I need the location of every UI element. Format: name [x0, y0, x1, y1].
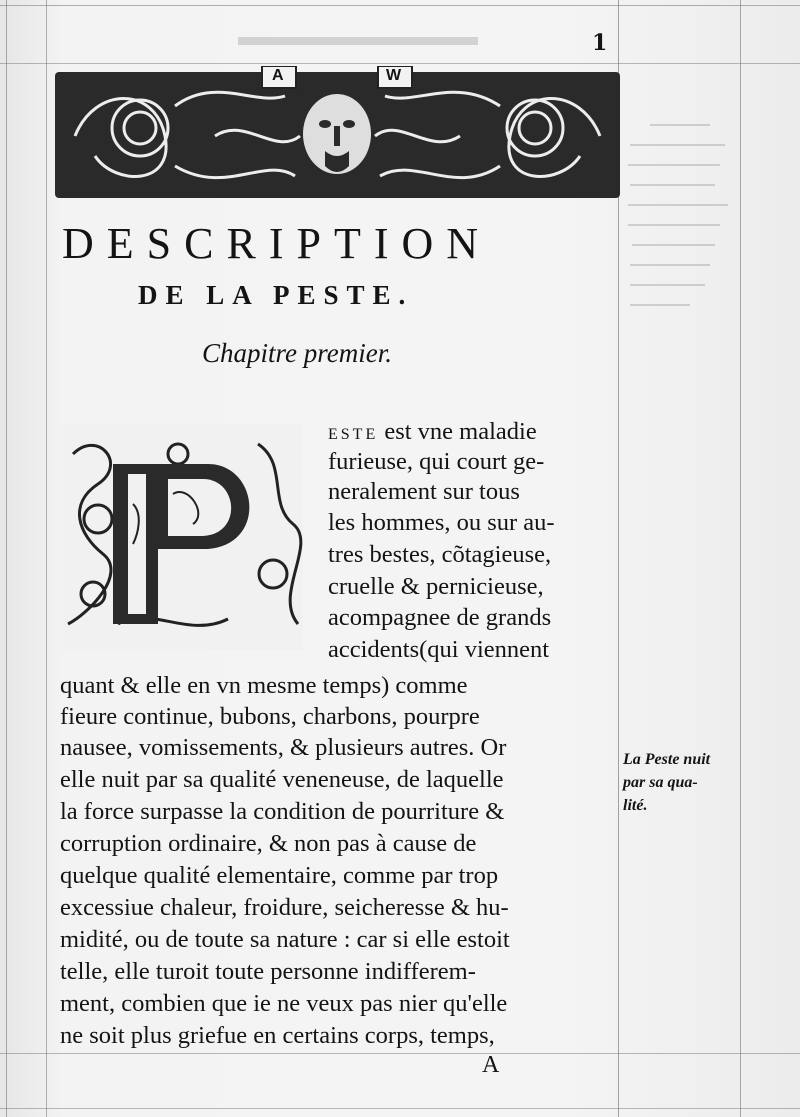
text-line: quelque qualité elementaire, comme par trop	[60, 862, 499, 889]
border-rule-inner-left	[46, 0, 47, 1117]
headpiece-letter-a: A	[272, 67, 284, 84]
text-line: acompagnee de grands	[328, 604, 552, 631]
text-line: la force surpasse la condition de pourriture &	[60, 798, 505, 825]
drop-cap-letter	[58, 424, 59, 425]
border-rule-left	[6, 0, 7, 1117]
headpiece-letter-w: W	[386, 67, 402, 84]
text-line: nausee, vomissements, & plusieurs autres. Or	[60, 734, 507, 761]
page-title: DESCRIPTION	[62, 219, 492, 268]
text-line: tres bestes, cõtagieuse,	[328, 541, 552, 568]
signature-mark: A	[482, 1052, 500, 1078]
text-line: elle nuit par sa qualité veneneuse, de laquelle	[60, 766, 504, 793]
text-line: accidents(qui viennent	[328, 636, 550, 663]
border-rule-margin-right	[740, 0, 741, 1117]
page-subtitle: DE LA PESTE.	[138, 280, 414, 310]
ornamental-headpiece	[55, 66, 620, 202]
text-line: telle, elle turoit toute personne indifferem-	[60, 958, 476, 985]
text-line: fieure continue, bubons, charbons, pourpre	[60, 703, 480, 730]
margin-note-line: par sa qua-	[623, 774, 698, 791]
border-rule-bottom-2	[0, 1108, 800, 1109]
chapter-heading: Chapitre premier.	[202, 338, 392, 368]
margin-note-line: La Peste nuit	[623, 751, 711, 768]
text-line: ne soit plus griefue en certains corps, temps,	[60, 1022, 495, 1049]
first-line-rest: est vne maladie	[384, 418, 537, 445]
text-line: ment, combien que ie ne veux pas nier qu'elle	[60, 990, 508, 1017]
text-line: furieuse, qui court ge-	[328, 448, 545, 475]
text-line: excessiue chaleur, froidure, seicheresse & hu-	[60, 894, 509, 921]
text-line: quant & elle en vn mesme temps) comme	[60, 672, 468, 699]
page-number: 1	[592, 30, 608, 56]
decorated-initial	[58, 424, 303, 650]
text-line: cruelle & pernicieuse,	[328, 573, 544, 600]
text-line: les hommes, ou sur au-	[328, 509, 555, 536]
text-line: corruption ordinaire, & non pas à cause de	[60, 830, 477, 857]
border-rule-bottom	[0, 1053, 800, 1054]
text-line-first	[328, 417, 537, 450]
text-line: neralement sur tous	[328, 478, 520, 505]
text-line: midité, ou de toute sa nature : car si elle estoit	[60, 926, 510, 953]
margin-note	[623, 748, 710, 817]
first-word-caps: ESTE	[328, 426, 379, 443]
border-rule-top	[0, 5, 800, 6]
border-rule-header	[0, 63, 800, 64]
show-through	[620, 110, 735, 340]
show-through-running-head	[238, 33, 488, 53]
margin-note-line: lité.	[623, 797, 648, 814]
